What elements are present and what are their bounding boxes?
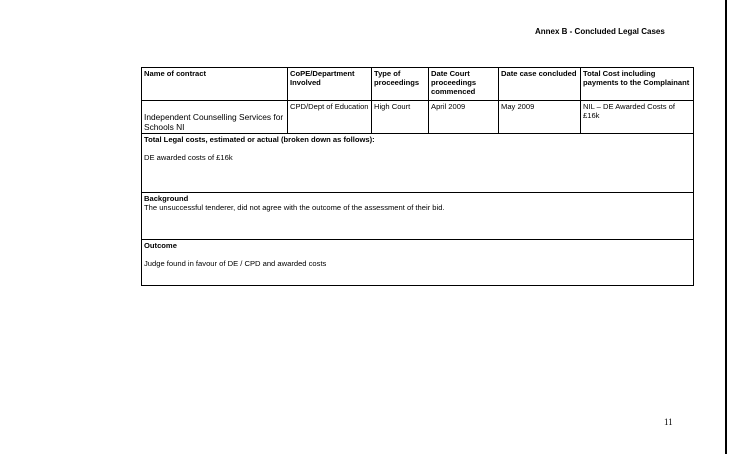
- outcome-section: [142, 240, 694, 286]
- outcome-text: Judge found in favour of DE / CPD and awarded costs: [144, 259, 327, 268]
- table-header-row: [142, 68, 694, 101]
- col-header-date-concluded: Date case concluded: [499, 68, 581, 101]
- cell-date-commenced: April 2009: [429, 101, 499, 134]
- table-row: [142, 101, 694, 134]
- background-title: Background: [144, 194, 189, 203]
- cell-contract-name: Independent Counselling Services for Schools NI: [142, 101, 288, 134]
- col-header-contract: Name of contract: [142, 68, 288, 101]
- legal-costs-section: [142, 134, 694, 193]
- background-text: The unsuccessful tenderer, did not agree with the outcome of the assessment of their bid.: [144, 203, 445, 212]
- col-header-type: Type of proceedings: [372, 68, 429, 101]
- legal-costs-title: Total Legal costs, estimated or actual (broken down as follows):: [144, 135, 375, 144]
- cell-department: CPD/Dept of Education: [288, 101, 372, 134]
- cell-date-concluded: May 2009: [499, 101, 581, 134]
- background-section: [142, 193, 694, 240]
- col-header-total-cost: Total Cost including payments to the Complainant: [581, 68, 694, 101]
- annex-title: Annex B - Concluded Legal Cases: [535, 27, 665, 36]
- cell-total-cost: NIL – DE Awarded Costs of £16k: [581, 101, 694, 134]
- cell-type: High Court: [372, 101, 429, 134]
- page-edge-rule: [725, 0, 727, 454]
- col-header-department: CoPE/Department Involved: [288, 68, 372, 101]
- col-header-date-commenced: Date Court proceedings commenced: [429, 68, 499, 101]
- page-number: 11: [664, 417, 673, 427]
- legal-costs-text: DE awarded costs of £16k: [144, 153, 233, 162]
- legal-cases-table: [141, 67, 694, 286]
- outcome-title: Outcome: [144, 241, 177, 250]
